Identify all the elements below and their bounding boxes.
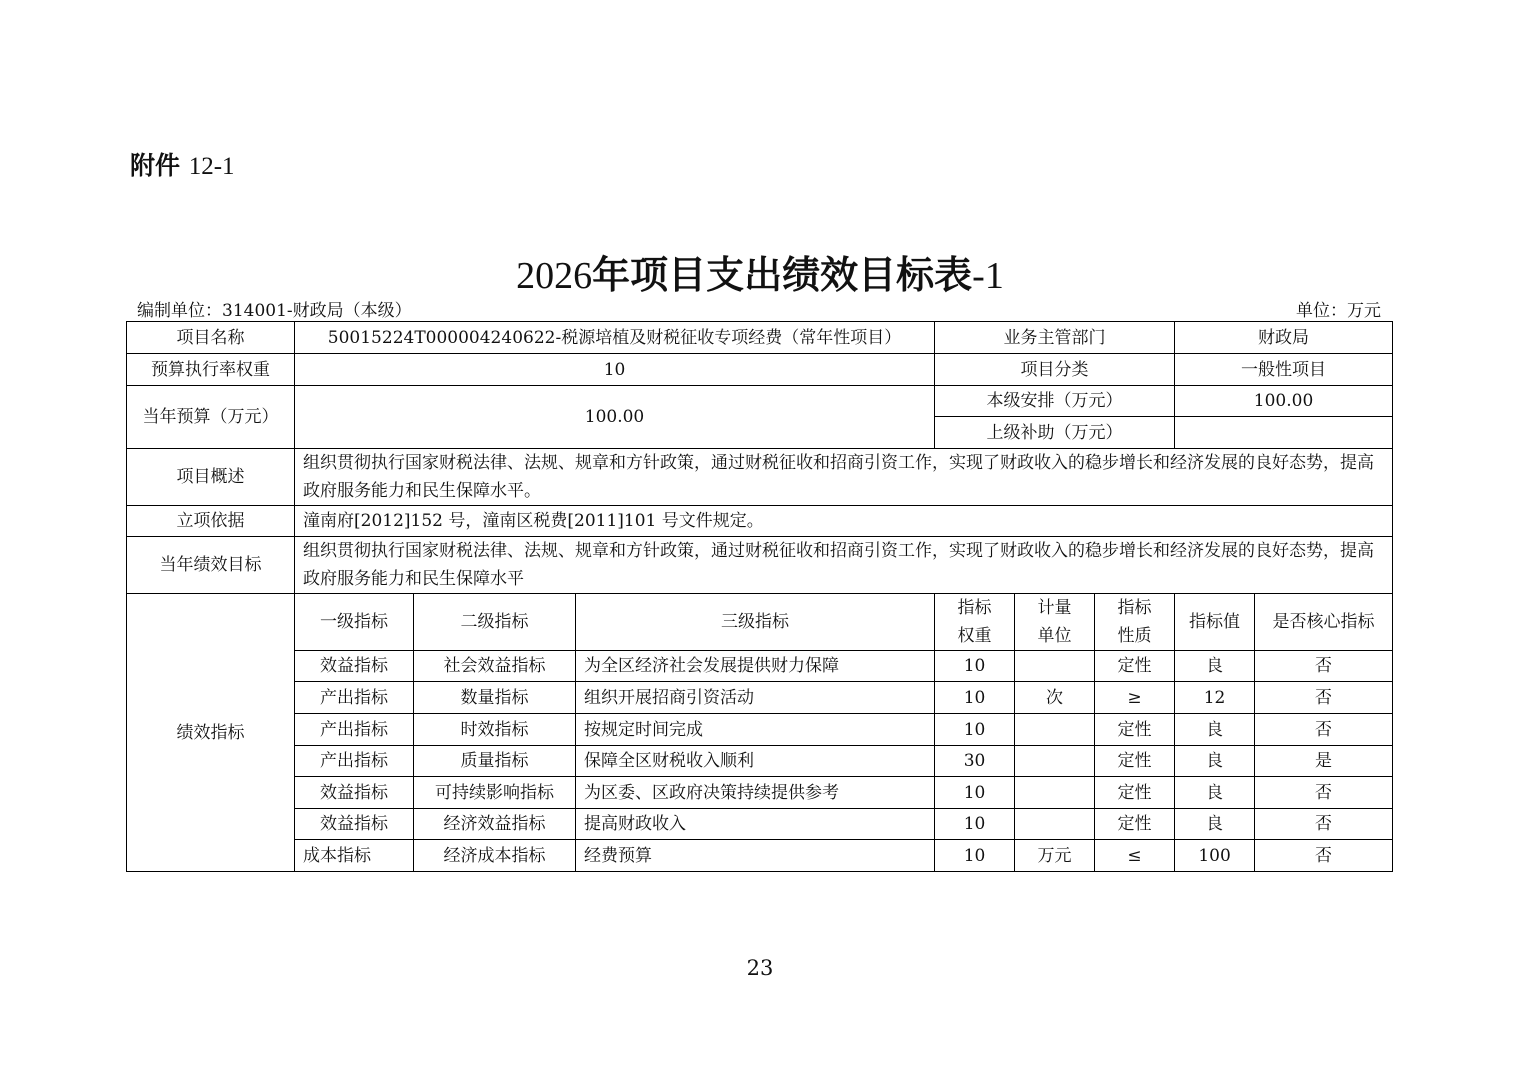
header-nature-line2: 性质 [1117, 626, 1152, 646]
indicator-unit [1015, 651, 1095, 682]
indicator-core: 否 [1255, 714, 1393, 746]
overview-label: 项目概述 [127, 449, 295, 506]
indicator-unit [1015, 746, 1095, 777]
indicator-level3: 为区委、区政府决策持续提供参考 [576, 777, 935, 809]
indicator-unit: 次 [1015, 682, 1095, 714]
header-weight-line2: 权重 [957, 626, 992, 646]
indicator-level1: 产出指标 [295, 746, 414, 777]
attachment-text: 附件 [130, 151, 181, 180]
header-nature [1095, 594, 1175, 651]
indicator-value: 12 [1175, 682, 1255, 714]
page-number: 23 [746, 956, 774, 980]
indicator-nature: 定性 [1095, 809, 1175, 840]
indicator-level3: 保障全区财税收入顺利 [576, 746, 935, 777]
indicator-row [127, 809, 1393, 840]
header-level3: 三级指标 [576, 594, 935, 651]
indicator-level2: 数量指标 [414, 682, 576, 714]
indicator-value: 良 [1175, 714, 1255, 746]
indicator-core: 否 [1255, 809, 1393, 840]
category-label: 项目分类 [935, 354, 1175, 386]
compiling-unit: 编制单位：314001-财政局（本级） [137, 301, 412, 321]
indicator-weight: 10 [935, 651, 1015, 682]
indicator-row [127, 651, 1393, 682]
attachment-number: 12-1 [188, 153, 235, 180]
indicator-level2: 经济成本指标 [414, 840, 576, 872]
row-budget [127, 386, 1393, 417]
dept-label: 业务主管部门 [935, 322, 1175, 354]
indicator-core: 是 [1255, 746, 1393, 777]
indicator-nature: ≤ [1095, 840, 1175, 872]
goal-value: 组织贯彻执行国家财税法律、法规、规章和方针政策，通过财税征收和招商引资工作，实现了财政收入的稳步增长和经济发展的良好态势，提高政府服务能力和民生保障水平 [295, 537, 1393, 594]
row-weight [127, 354, 1393, 386]
title-text: 年项目支出绩效目标表 [592, 253, 973, 297]
indicator-row [127, 840, 1393, 872]
indicator-core: 否 [1255, 651, 1393, 682]
header-core: 是否核心指标 [1255, 594, 1393, 651]
indicator-row [127, 746, 1393, 777]
indicator-level3: 经费预算 [576, 840, 935, 872]
header-weight [935, 594, 1015, 651]
indicator-weight: 10 [935, 714, 1015, 746]
indicator-nature: 定性 [1095, 714, 1175, 746]
indicator-level2: 质量指标 [414, 746, 576, 777]
dept-value: 财政局 [1175, 322, 1393, 354]
indicator-nature: 定性 [1095, 777, 1175, 809]
upper-value [1175, 417, 1393, 449]
indicator-level3: 按规定时间完成 [576, 714, 935, 746]
header-weight-line1: 指标 [957, 598, 992, 618]
row-overview [127, 449, 1393, 506]
indicator-weight: 10 [935, 777, 1015, 809]
indicator-level1: 产出指标 [295, 714, 414, 746]
basis-label: 立项依据 [127, 506, 295, 537]
indicator-weight: 10 [935, 840, 1015, 872]
indicator-value: 良 [1175, 777, 1255, 809]
indicator-row [127, 777, 1393, 809]
indicator-level3: 提高财政收入 [576, 809, 935, 840]
indicator-level1: 产出指标 [295, 682, 414, 714]
indicator-core: 否 [1255, 840, 1393, 872]
basis-value: 潼南府[2012]152 号，潼南区税费[2011]101 号文件规定。 [295, 506, 1393, 537]
header-unit [1015, 594, 1095, 651]
indicator-level1: 效益指标 [295, 651, 414, 682]
page-title [0, 244, 1520, 299]
performance-table [126, 321, 1393, 872]
header-level2: 二级指标 [414, 594, 576, 651]
indicator-unit [1015, 714, 1095, 746]
category-value: 一般性项目 [1175, 354, 1393, 386]
indicator-nature: 定性 [1095, 651, 1175, 682]
indicator-level2: 可持续影响指标 [414, 777, 576, 809]
indicator-unit [1015, 809, 1095, 840]
indicator-weight: 10 [935, 809, 1015, 840]
indicator-value: 良 [1175, 746, 1255, 777]
indicator-core: 否 [1255, 777, 1393, 809]
project-name-value: 50015224T000004240622-税源培植及财税征收专项经费（常年性项目） [295, 322, 935, 354]
row-basis [127, 506, 1393, 537]
title-year: 2026 [516, 255, 593, 297]
indicator-nature: 定性 [1095, 746, 1175, 777]
indicator-level3: 组织开展招商引资活动 [576, 682, 935, 714]
weight-value: 10 [295, 354, 935, 386]
indicator-level2: 社会效益指标 [414, 651, 576, 682]
title-suffix: -1 [972, 255, 1004, 297]
weight-label: 预算执行率权重 [127, 354, 295, 386]
header-unit-line2: 单位 [1037, 626, 1072, 646]
upper-label: 上级补助（万元） [935, 417, 1175, 449]
header-unit-line1: 计量 [1037, 598, 1072, 618]
indicator-header-row [127, 594, 1393, 651]
indicator-unit: 万元 [1015, 840, 1095, 872]
indicator-nature: ≥ [1095, 682, 1175, 714]
header-value: 指标值 [1175, 594, 1255, 651]
indicator-level3: 为全区经济社会发展提供财力保障 [576, 651, 935, 682]
header-nature-line1: 指标 [1117, 598, 1152, 618]
header-level1: 一级指标 [295, 594, 414, 651]
indicator-level1: 效益指标 [295, 809, 414, 840]
currency-unit: 单位：万元 [1296, 301, 1381, 321]
indicators-section-label: 绩效指标 [127, 594, 295, 872]
indicator-value: 良 [1175, 809, 1255, 840]
budget-value: 100.00 [295, 386, 935, 449]
indicator-row [127, 682, 1393, 714]
local-value: 100.00 [1175, 386, 1393, 417]
indicator-level2: 时效指标 [414, 714, 576, 746]
attachment-label [130, 146, 235, 182]
goal-label: 当年绩效目标 [127, 537, 295, 594]
indicator-weight: 10 [935, 682, 1015, 714]
project-name-label: 项目名称 [127, 322, 295, 354]
row-goal [127, 537, 1393, 594]
indicator-level1: 效益指标 [295, 777, 414, 809]
budget-label: 当年预算（万元） [127, 386, 295, 449]
indicator-level1: 成本指标 [295, 840, 414, 872]
row-project-name [127, 322, 1393, 354]
indicator-level2: 经济效益指标 [414, 809, 576, 840]
indicator-unit [1015, 777, 1095, 809]
indicator-value: 100 [1175, 840, 1255, 872]
overview-value: 组织贯彻执行国家财税法律、法规、规章和方针政策，通过财税征收和招商引资工作，实现了财政收入的稳步增长和经济发展的良好态势，提高政府服务能力和民生保障水平。 [295, 449, 1393, 506]
indicator-value: 良 [1175, 651, 1255, 682]
indicator-row [127, 714, 1393, 746]
indicator-core: 否 [1255, 682, 1393, 714]
indicator-weight: 30 [935, 746, 1015, 777]
local-label: 本级安排（万元） [935, 386, 1175, 417]
